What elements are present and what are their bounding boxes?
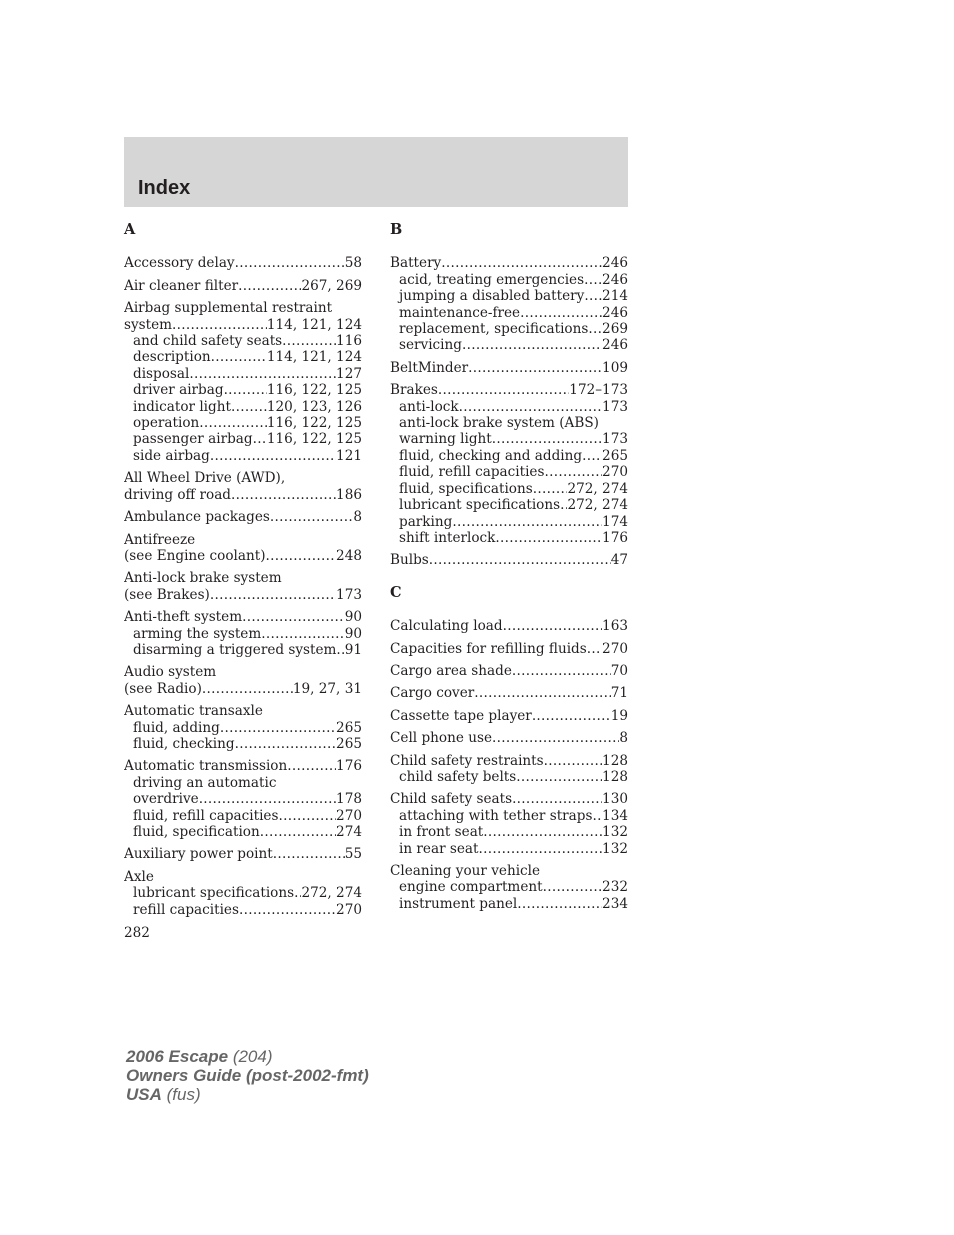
entry-text: Air cleaner filter [124, 277, 239, 294]
index-entry [390, 708, 628, 724]
entry-text: Ambulance packages [124, 509, 270, 526]
entry-text: (see Radio) [124, 680, 202, 697]
index-entry-line [124, 758, 362, 774]
index-subentry [390, 272, 628, 288]
index-entry-line [390, 685, 628, 701]
entry-page-ref: 58 [344, 255, 362, 272]
dot-leader [532, 708, 611, 724]
dot-leader [517, 896, 602, 912]
index-subentry [390, 808, 628, 824]
dot-leader [253, 431, 267, 447]
entry-page-ref: 90 [344, 609, 362, 626]
dot-leader [492, 730, 619, 746]
entry-text: Audio system [124, 664, 217, 681]
dot-leader [242, 609, 345, 625]
index-entry [124, 664, 362, 697]
index-subentry [124, 382, 362, 398]
entry-text: overdrive [133, 791, 199, 808]
index-subentry [124, 366, 362, 382]
entry-text: Axle [124, 868, 154, 885]
dot-leader [294, 885, 301, 901]
dot-leader [199, 415, 267, 431]
index-subentry [390, 497, 628, 513]
index-entry [124, 255, 362, 271]
entry-page-ref: 134 [602, 807, 628, 824]
entry-text: disarming a triggered system [133, 641, 337, 658]
dot-leader [462, 337, 602, 353]
entry-page-ref: 186 [336, 486, 362, 503]
entry-page-ref: 130 [602, 791, 628, 808]
entry-text: Calculating load [390, 618, 503, 635]
dot-leader [533, 481, 568, 497]
dot-leader [512, 791, 602, 807]
entry-page-ref: 265 [602, 447, 628, 464]
entry-text: in front seat [399, 824, 484, 841]
index-subentry [390, 841, 628, 857]
entry-text: anti-lock [399, 398, 459, 415]
index-entry [124, 300, 362, 464]
entry-page-ref: 248 [336, 547, 362, 564]
index-subentry [124, 333, 362, 349]
index-entry [124, 758, 362, 840]
dot-leader [495, 530, 602, 546]
entry-text: child safety belts [399, 768, 517, 785]
page-title: Index [138, 177, 191, 199]
entry-text: (see Brakes) [124, 586, 210, 603]
dot-leader [189, 366, 336, 382]
dot-leader [452, 514, 602, 530]
entry-text: refill capacities [133, 901, 239, 918]
dot-leader [211, 349, 267, 365]
entry-page-ref: 234 [602, 895, 628, 912]
entry-page-ref: 109 [602, 359, 628, 376]
index-entry-line [124, 570, 362, 586]
dot-leader [273, 846, 345, 862]
entry-page-ref: 120, 123, 126 [266, 398, 362, 415]
index-column-right [390, 218, 628, 918]
index-subentry [124, 775, 362, 791]
index-subentry [390, 288, 628, 304]
entry-text: jumping a disabled battery [399, 288, 585, 305]
index-entry [390, 753, 628, 786]
entry-page-ref: 116 [336, 333, 362, 350]
index-entry [124, 869, 362, 918]
index-entry [124, 703, 362, 752]
dot-leader [560, 497, 567, 513]
index-subentry [390, 514, 628, 530]
page-number: 282 [124, 925, 150, 941]
dot-leader [582, 448, 602, 464]
entry-text: Battery [390, 255, 442, 272]
entry-text: fluid, specification [133, 824, 260, 840]
entry-page-ref: 246 [602, 304, 628, 321]
entry-text: All Wheel Drive (AWD), [124, 470, 286, 487]
entry-text: arming the system [133, 625, 262, 642]
index-entry-line [390, 618, 628, 634]
index-entry-line [124, 681, 362, 697]
index-entry [124, 532, 362, 565]
entry-page-ref: 172–173 [569, 382, 628, 399]
index-entry [124, 570, 362, 603]
entry-page-ref: 114, 121, 124 [266, 349, 362, 366]
dot-leader [584, 272, 602, 288]
index-entry [390, 255, 628, 353]
entry-page-ref: 246 [602, 337, 628, 354]
entry-text: engine compartment [399, 879, 543, 896]
entry-text: warning light [399, 431, 492, 448]
entry-page-ref: 270 [336, 901, 362, 918]
document-footer [126, 1047, 369, 1104]
dot-leader [503, 618, 602, 634]
index-entry-line [124, 609, 362, 625]
entry-page-ref: 269 [602, 321, 628, 338]
index-subentry [390, 879, 628, 895]
entry-page-ref: 246 [602, 255, 628, 272]
entry-text: Brakes [390, 382, 438, 399]
index-entry-line [390, 552, 628, 568]
footer-market: USA [126, 1085, 162, 1104]
dot-leader [587, 641, 602, 657]
entry-page-ref: 173 [602, 431, 628, 448]
index-subentry [390, 415, 628, 431]
dot-leader [260, 824, 336, 840]
index-subentry [124, 399, 362, 415]
entry-text: and child safety seats [133, 333, 283, 350]
index-subentry [390, 824, 628, 840]
index-entry-line [390, 708, 628, 724]
entry-text: indicator light [133, 398, 231, 415]
entry-page-ref: 19 [610, 707, 628, 724]
index-entry-line [124, 255, 362, 271]
entry-text: parking [399, 513, 453, 530]
index-entry-line [124, 869, 362, 885]
index-entry [390, 382, 628, 546]
index-entry [390, 618, 628, 634]
entry-text: Cleaning your vehicle [390, 863, 541, 879]
dot-leader [231, 399, 267, 415]
index-entry-line [124, 278, 362, 294]
entry-text: fluid, adding [133, 719, 220, 736]
index-entry [390, 791, 628, 857]
entry-text: fluid, refill capacities [399, 464, 545, 481]
entry-text: fluid, specifications [399, 480, 533, 497]
entry-page-ref: 116, 122, 125 [266, 415, 362, 432]
index-subentry [390, 305, 628, 321]
index-entry [390, 730, 628, 746]
entry-page-ref: 173 [336, 586, 362, 603]
entry-text: operation [133, 415, 200, 432]
entry-page-ref: 116, 122, 125 [266, 431, 362, 448]
entry-page-ref: 272, 274 [567, 497, 628, 514]
entry-page-ref: 8 [353, 509, 362, 526]
entry-page-ref: 132 [602, 824, 628, 841]
entry-text: BeltMinder [390, 359, 469, 376]
entry-text: Bulbs [390, 552, 429, 569]
entry-text: Child safety seats [390, 791, 513, 808]
entry-text: description [133, 349, 211, 366]
footer-market-code: (fus) [161, 1085, 201, 1104]
dot-leader [474, 685, 610, 701]
entry-page-ref: 128 [602, 752, 628, 769]
index-subentry [390, 431, 628, 447]
index-entry [124, 846, 362, 862]
entry-text: fluid, checking and adding [399, 447, 583, 464]
index-subentry [390, 896, 628, 912]
entry-text: fluid, checking [133, 735, 235, 752]
entry-page-ref: 55 [344, 846, 362, 863]
index-entry-line [390, 255, 628, 271]
index-entry-line [390, 360, 628, 376]
index-subentry [124, 415, 362, 431]
index-subentry [124, 736, 362, 752]
dot-leader [544, 753, 602, 769]
dot-leader [210, 448, 336, 464]
dot-leader [592, 808, 602, 824]
entry-text: disposal [133, 365, 190, 382]
entry-text: Anti-lock brake system [124, 570, 282, 587]
entry-text: Capacities for refilling fluids [390, 640, 587, 657]
entry-text: Automatic transmission [124, 758, 288, 775]
entry-text: lubricant specifications [133, 885, 295, 902]
dot-leader [235, 736, 336, 752]
index-entry-line [390, 753, 628, 769]
entry-text: Cargo cover [390, 685, 475, 702]
entry-text: Cell phone use [390, 730, 492, 747]
dot-leader [261, 626, 344, 642]
entry-page-ref: 121 [336, 447, 362, 464]
section-letter: B [390, 221, 403, 238]
index-entry [124, 609, 362, 658]
entry-page-ref: 173 [602, 398, 628, 415]
index-entry-line [124, 300, 362, 316]
entry-text: Automatic transaxle [124, 703, 263, 720]
entry-text: Accessory delay [124, 255, 235, 272]
entry-text: shift interlock [399, 529, 496, 546]
dot-leader [199, 791, 336, 807]
index-entry-line [390, 663, 628, 679]
index-column-left [124, 218, 362, 924]
entry-page-ref: 70 [610, 662, 628, 679]
dot-leader [266, 548, 337, 564]
index-entry [390, 685, 628, 701]
index-subentry [124, 720, 362, 736]
index-subentry [390, 769, 628, 785]
entry-page-ref: 265 [336, 719, 362, 736]
index-entry-line [390, 641, 628, 657]
index-entry [390, 663, 628, 679]
entry-page-ref: 174 [602, 513, 628, 530]
index-entry-line [124, 587, 362, 603]
index-entry-line [124, 487, 362, 503]
entry-page-ref: 71 [610, 685, 628, 702]
dot-leader [270, 509, 354, 525]
index-subentry [124, 824, 362, 840]
dot-leader [516, 769, 602, 785]
index-entry-line [124, 532, 362, 548]
entry-page-ref: 265 [336, 735, 362, 752]
entry-page-ref: 116, 122, 125 [266, 382, 362, 399]
index-subentry [124, 791, 362, 807]
index-subentry [390, 464, 628, 480]
section-letter: C [390, 583, 402, 601]
dot-leader [202, 681, 293, 697]
entry-text: lubricant specifications [399, 497, 561, 514]
entry-text: fluid, refill capacities [133, 807, 279, 824]
index-entry-line [390, 791, 628, 807]
index-subentry [390, 448, 628, 464]
dot-leader [336, 642, 344, 658]
index-subentry [124, 902, 362, 918]
entry-page-ref: 272, 274 [301, 885, 362, 902]
entry-page-ref: 274 [336, 824, 362, 840]
dot-leader [239, 902, 336, 918]
index-entry-line [124, 317, 362, 333]
entry-text: Anti-theft system [124, 609, 243, 626]
index-subentry [124, 349, 362, 365]
index-entry [390, 552, 628, 568]
dot-leader [282, 333, 336, 349]
entry-text: Cassette tape player [390, 707, 532, 724]
dot-leader [544, 464, 602, 480]
entry-text: side airbag [133, 447, 210, 464]
entry-page-ref: 270 [602, 464, 628, 481]
index-entry-line [124, 548, 362, 564]
entry-text: instrument panel [399, 895, 518, 912]
entry-page-ref: 267, 269 [301, 277, 362, 294]
entry-page-ref: 90 [344, 625, 362, 642]
entry-page-ref: 270 [602, 640, 628, 657]
entry-text: driving off road [124, 486, 232, 503]
dot-leader [483, 824, 602, 840]
entry-text: (see Engine coolant) [124, 547, 266, 564]
entry-page-ref: 47 [610, 552, 628, 569]
index-subentry [124, 448, 362, 464]
entry-text: replacement, specifications [399, 321, 589, 338]
entry-text: system [124, 316, 173, 333]
footer-model-code: (204) [228, 1047, 273, 1066]
entry-text: servicing [399, 337, 462, 354]
entry-text: driver airbag [133, 382, 224, 399]
dot-leader [238, 278, 301, 294]
entry-page-ref: 214 [602, 288, 628, 305]
dot-leader [543, 879, 602, 895]
entry-text: driving an automatic [133, 774, 277, 791]
dot-leader [438, 382, 569, 398]
entry-page-ref: 19, 27, 31 [292, 680, 362, 697]
index-header-band [124, 137, 628, 207]
section-letter: A [124, 221, 136, 238]
entry-text: maintenance-free [399, 304, 521, 321]
entry-text: Antifreeze [124, 531, 196, 548]
dot-leader [429, 552, 611, 568]
entry-text: in rear seat [399, 840, 479, 857]
index-entry [390, 641, 628, 657]
dot-leader [492, 431, 602, 447]
index-entry-line [124, 470, 362, 486]
index-entry-line [390, 382, 628, 398]
index-subentry [390, 337, 628, 353]
dot-leader [588, 321, 602, 337]
entry-text: acid, treating emergencies [399, 271, 585, 288]
index-entry [124, 509, 362, 525]
entry-page-ref: 176 [602, 529, 628, 546]
entry-page-ref: 114, 121, 124 [266, 316, 362, 333]
index-entry-line [124, 703, 362, 719]
index-subentry [390, 481, 628, 497]
entry-page-ref: 163 [602, 618, 628, 635]
entry-page-ref: 128 [602, 768, 628, 785]
dot-leader [520, 305, 602, 321]
index-entry-line [124, 664, 362, 680]
index-entry [124, 278, 362, 294]
dot-leader [210, 587, 336, 603]
entry-text: Cargo area shade [390, 662, 512, 679]
index-entry-line [390, 730, 628, 746]
dot-leader [512, 663, 611, 679]
dot-leader [478, 841, 602, 857]
entry-page-ref: 91 [344, 641, 362, 658]
index-subentry [390, 399, 628, 415]
index-entry-line [390, 863, 628, 879]
index-subentry [124, 885, 362, 901]
entry-page-ref: 127 [336, 365, 362, 382]
index-entry-line [124, 846, 362, 862]
dot-leader [287, 758, 336, 774]
index-subentry [124, 431, 362, 447]
index-subentry [124, 626, 362, 642]
entry-page-ref: 176 [336, 758, 362, 775]
dot-leader [459, 399, 602, 415]
entry-text: passenger airbag [133, 431, 253, 448]
dot-leader [441, 255, 602, 271]
entry-page-ref: 270 [336, 807, 362, 824]
index-entry [390, 360, 628, 376]
footer-model: 2006 Escape [126, 1047, 229, 1066]
index-subentry [124, 642, 362, 658]
dot-leader [224, 382, 267, 398]
entry-text: attaching with tether straps [399, 807, 593, 824]
entry-page-ref: 132 [602, 840, 628, 857]
entry-text: Airbag supplemental restraint [124, 300, 333, 317]
dot-leader [231, 487, 336, 503]
entry-text: anti-lock brake system (ABS) [399, 415, 599, 432]
dot-leader [235, 255, 345, 271]
index-entry [124, 470, 362, 503]
entry-text: Child safety restraints [390, 752, 544, 769]
entry-page-ref: 246 [602, 271, 628, 288]
dot-leader [172, 317, 267, 333]
index-subentry [390, 321, 628, 337]
index-entry [390, 863, 628, 912]
entry-text: Auxiliary power point [124, 846, 273, 863]
dot-leader [278, 808, 336, 824]
footer-guide: Owners Guide (post-2002-fmt) [126, 1066, 369, 1085]
entry-page-ref: 8 [619, 730, 628, 747]
entry-page-ref: 232 [602, 879, 628, 896]
entry-page-ref: 272, 274 [567, 480, 628, 497]
index-subentry [124, 808, 362, 824]
dot-leader [220, 720, 336, 736]
index-entry-line [124, 509, 362, 525]
dot-leader [584, 288, 602, 304]
entry-page-ref: 178 [336, 791, 362, 808]
index-subentry [390, 530, 628, 546]
dot-leader [468, 360, 602, 376]
